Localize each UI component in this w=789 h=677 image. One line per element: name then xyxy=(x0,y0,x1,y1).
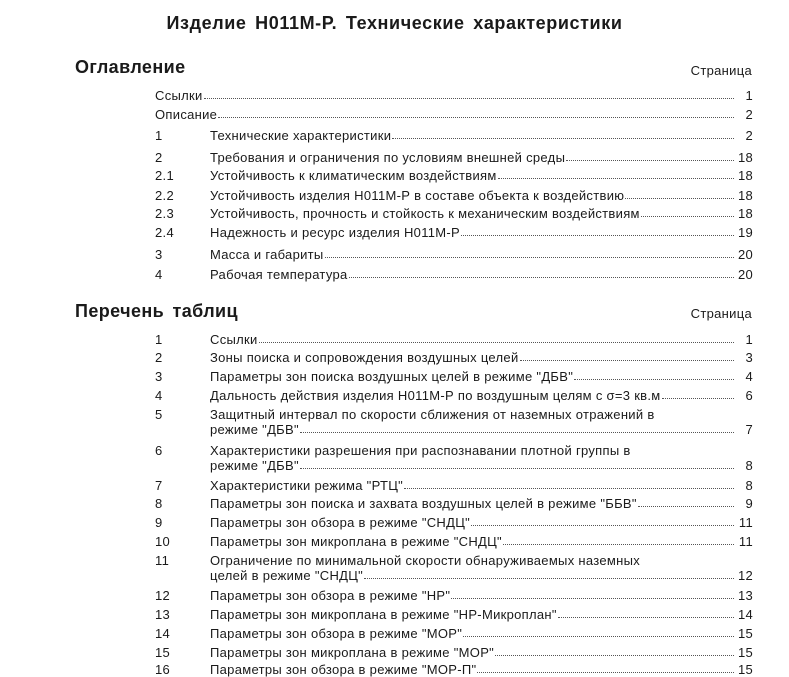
table-list-entry-title: Параметры зон микроплана в режиме "МОР" xyxy=(210,645,495,660)
dot-leader xyxy=(495,654,734,656)
table-list-entry-line xyxy=(210,645,753,660)
toc-entry-number: 2.1 xyxy=(155,168,174,183)
table-list-entry-title: Параметры зон поиска воздушных целей в режиме "ДБВ" xyxy=(210,369,574,384)
toc-entry-page: 18 xyxy=(737,168,753,183)
table-list-entry-number: 16 xyxy=(155,662,171,677)
dot-leader xyxy=(574,378,734,380)
table-list-entry-page: 1 xyxy=(745,332,753,347)
toc-entry-line xyxy=(210,267,753,282)
table-list-entry-line xyxy=(210,350,753,365)
table-list-entry-title-cont: целей в режиме "СНДЦ" xyxy=(210,568,364,583)
dot-leader xyxy=(325,256,734,258)
toc-entry-line xyxy=(210,168,753,183)
table-list-entry-line xyxy=(210,422,753,437)
table-list-entry-page: 6 xyxy=(745,388,753,403)
toc-entry-title: Устойчивость к климатическим воздействиям xyxy=(210,168,497,183)
table-list-entry-title: Параметры зон микроплана в режиме "СНДЦ" xyxy=(210,534,502,549)
toc-entry-line xyxy=(210,150,753,165)
dot-leader xyxy=(451,597,734,599)
dot-leader xyxy=(461,234,734,236)
table-list-entry[interactable] xyxy=(155,332,753,347)
table-list-entry[interactable] xyxy=(155,407,753,437)
toc-entry-title: Ссылки xyxy=(155,88,203,103)
dot-leader xyxy=(392,137,734,139)
table-list-entry-number: 8 xyxy=(155,496,163,511)
toc-entry-number: 3 xyxy=(155,247,163,262)
toc-entry-page: 1 xyxy=(745,88,753,103)
table-list-entry[interactable] xyxy=(155,350,753,365)
table-list-entry-line xyxy=(210,332,753,347)
dot-leader xyxy=(204,97,734,99)
table-list-entry-title: Ограничение по минимальной скорости обнаруживаемых наземных xyxy=(210,553,641,568)
table-list-entry-title-cont: режиме "ДБВ" xyxy=(210,422,299,437)
toc-entry-number: 2.2 xyxy=(155,188,174,203)
table-list-entry[interactable] xyxy=(155,662,753,677)
table-list-entry-page: 11 xyxy=(738,515,753,530)
table-list-entry-title: Параметры зон поиска и захвата воздушных целей в режиме "ББВ" xyxy=(210,496,637,511)
dot-leader xyxy=(558,616,734,618)
toc-entry-title: Технические характеристики xyxy=(210,128,392,143)
table-list-entry-page: 12 xyxy=(737,568,753,583)
table-list-entry-number: 6 xyxy=(155,443,163,458)
table-list-entry-line xyxy=(210,662,753,677)
toc-entry-line xyxy=(155,107,753,122)
toc-entry-title: Описание xyxy=(155,107,218,122)
table-list-entry-line xyxy=(210,369,753,384)
toc-entry[interactable] xyxy=(155,150,753,165)
toc-entry[interactable] xyxy=(155,225,753,240)
table-list-entry-number: 2 xyxy=(155,350,163,365)
toc-entry-title: Надежность и ресурс изделия Н011М-Р xyxy=(210,225,461,240)
table-list-entry-page: 3 xyxy=(745,350,753,365)
table-list-entry-page: 8 xyxy=(745,458,753,473)
toc-entry-page: 2 xyxy=(745,107,753,122)
table-list-entry-number: 10 xyxy=(155,534,171,549)
toc-entry[interactable] xyxy=(155,206,753,221)
toc-entry-number: 1 xyxy=(155,128,163,143)
table-list-entry-number: 7 xyxy=(155,478,163,493)
table-list-entry-page: 8 xyxy=(745,478,753,493)
table-list-entry[interactable] xyxy=(155,553,753,583)
toc-entry-page: 20 xyxy=(737,247,753,262)
table-list-entry-line xyxy=(210,588,753,603)
table-list-entry-number: 1 xyxy=(155,332,163,347)
contents-page-label: Страница xyxy=(690,63,752,78)
table-list-entry-line xyxy=(210,607,753,622)
toc-entry-line xyxy=(210,128,753,143)
dot-leader xyxy=(498,177,734,179)
toc-entry-number: 2.3 xyxy=(155,206,174,221)
table-list-entry-number: 11 xyxy=(155,553,170,568)
table-list-entry-number: 5 xyxy=(155,407,163,422)
toc-entry-page: 19 xyxy=(737,225,753,240)
toc-entry-page: 20 xyxy=(737,267,753,282)
toc-entry-line xyxy=(210,247,753,262)
table-list-entry-number: 3 xyxy=(155,369,163,384)
dot-leader xyxy=(566,159,734,161)
toc-entry[interactable] xyxy=(155,188,753,203)
table-list-entry-line xyxy=(210,388,753,403)
table-list-entry-title: Дальность действия изделия Н011М-Р по воздушным целям с σ=3 кв.м xyxy=(210,388,661,403)
table-list-entry-title: Параметры зон обзора в режиме "МОР-П" xyxy=(210,662,477,677)
toc-entry[interactable] xyxy=(155,107,753,122)
table-list-entry[interactable] xyxy=(155,515,753,530)
table-list-entry[interactable] xyxy=(155,369,753,384)
dot-leader xyxy=(477,671,734,673)
document-title: Изделие Н011М-Р. Технические характеристики xyxy=(166,13,623,33)
dot-leader xyxy=(662,397,734,399)
table-list-entry-page: 13 xyxy=(737,588,753,603)
table-list-entry-title: Защитный интервал по скорости сближения от наземных отражений в xyxy=(210,407,655,422)
dot-leader xyxy=(463,635,734,637)
dot-leader xyxy=(625,197,734,199)
toc-entry[interactable] xyxy=(155,168,753,183)
table-list-entry[interactable] xyxy=(155,496,753,511)
table-list-entry-line xyxy=(210,496,753,511)
table-list-entry-page: 9 xyxy=(745,496,753,511)
contents-heading: Оглавление xyxy=(75,57,186,77)
toc-entry-page: 18 xyxy=(737,150,753,165)
dot-leader xyxy=(218,116,734,118)
table-list-entry-title: Зоны поиска и сопровождения воздушных целей xyxy=(210,350,519,365)
dot-leader xyxy=(641,215,734,217)
table-list-entry-number: 14 xyxy=(155,626,171,641)
table-list-entry-line xyxy=(210,515,753,530)
table-list-entry-title: Параметры зон обзора в режиме "НР" xyxy=(210,588,451,603)
dot-leader xyxy=(300,467,734,469)
table-list-entry[interactable] xyxy=(155,626,753,641)
table-list-entry-title: Параметры зон обзора в режиме "МОР" xyxy=(210,626,463,641)
table-list-entry[interactable] xyxy=(155,534,753,549)
tables-list-heading: Перечень таблиц xyxy=(75,301,238,321)
toc-entry-number: 4 xyxy=(155,267,163,282)
table-list-entry-title: Параметры зон обзора в режиме "СНДЦ" xyxy=(210,515,471,530)
toc-entry-title: Устойчивость, прочность и стойкость к механическим воздействиям xyxy=(210,206,640,221)
table-list-entry-title: Ссылки xyxy=(210,332,258,347)
table-list-entry-line xyxy=(210,626,753,641)
toc-entry-page: 18 xyxy=(737,188,753,203)
table-list-entry-number: 12 xyxy=(155,588,171,603)
dot-leader xyxy=(349,276,734,278)
table-list-entry-number: 4 xyxy=(155,388,163,403)
toc-entry-page: 18 xyxy=(737,206,753,221)
toc-entry-line xyxy=(210,225,753,240)
table-list-entry-page: 7 xyxy=(745,422,753,437)
toc-entry-line xyxy=(155,88,753,103)
dot-leader xyxy=(259,341,734,343)
toc-entry-title: Масса и габариты xyxy=(210,247,324,262)
table-list-entry-page: 4 xyxy=(745,369,753,384)
table-list-entry[interactable] xyxy=(155,478,753,493)
tables-list-page-label: Страница xyxy=(690,306,752,321)
toc-entry-line xyxy=(210,206,753,221)
table-list-entry-number: 13 xyxy=(155,607,171,622)
table-list-entry[interactable] xyxy=(155,645,753,660)
table-list-entry-line xyxy=(210,478,753,493)
table-list-entry-page: 11 xyxy=(738,534,753,549)
toc-entry-page: 2 xyxy=(745,128,753,143)
dot-leader xyxy=(503,543,734,545)
table-list-entry-page: 15 xyxy=(737,662,753,677)
toc-entry-line xyxy=(210,188,753,203)
table-list-entry[interactable] xyxy=(155,388,753,403)
toc-entry-title: Устойчивость изделия Н011М-Р в составе объекта к воздействию xyxy=(210,188,625,203)
table-list-entry-number: 9 xyxy=(155,515,163,530)
toc-entry-number: 2.4 xyxy=(155,225,174,240)
toc-entry-title: Требования и ограничения по условиям внешней среды xyxy=(210,150,566,165)
toc-entry-number: 2 xyxy=(155,150,163,165)
table-list-entry-page: 15 xyxy=(737,645,753,660)
table-list-entry-page: 14 xyxy=(737,607,753,622)
dot-leader xyxy=(404,487,734,489)
toc-entry[interactable] xyxy=(155,128,753,143)
table-list-entry-line xyxy=(210,458,753,473)
dot-leader xyxy=(520,359,734,361)
dot-leader xyxy=(471,524,734,526)
table-list-entry-title: Параметры зон микроплана в режиме "НР-Микроплан" xyxy=(210,607,557,622)
dot-leader xyxy=(638,505,734,507)
table-list-entry-line xyxy=(210,534,753,549)
table-list-entry-title-cont: режиме "ДБВ" xyxy=(210,458,299,473)
table-list-entry-page: 15 xyxy=(737,626,753,641)
toc-entry-title: Рабочая температура xyxy=(210,267,348,282)
dot-leader xyxy=(300,431,734,433)
toc-entry[interactable] xyxy=(155,267,753,282)
table-list-entry[interactable] xyxy=(155,443,753,473)
table-list-entry[interactable] xyxy=(155,607,753,622)
table-list-entry-title: Характеристики разрешения при распознавании плотной группы в xyxy=(210,443,631,458)
toc-entry[interactable] xyxy=(155,247,753,262)
table-list-entry-title: Характеристики режима "РТЦ" xyxy=(210,478,404,493)
table-list-entry-line xyxy=(210,568,753,583)
toc-entry[interactable] xyxy=(155,88,753,103)
table-list-entry-number: 15 xyxy=(155,645,171,660)
dot-leader xyxy=(364,577,734,579)
table-list-entry[interactable] xyxy=(155,588,753,603)
